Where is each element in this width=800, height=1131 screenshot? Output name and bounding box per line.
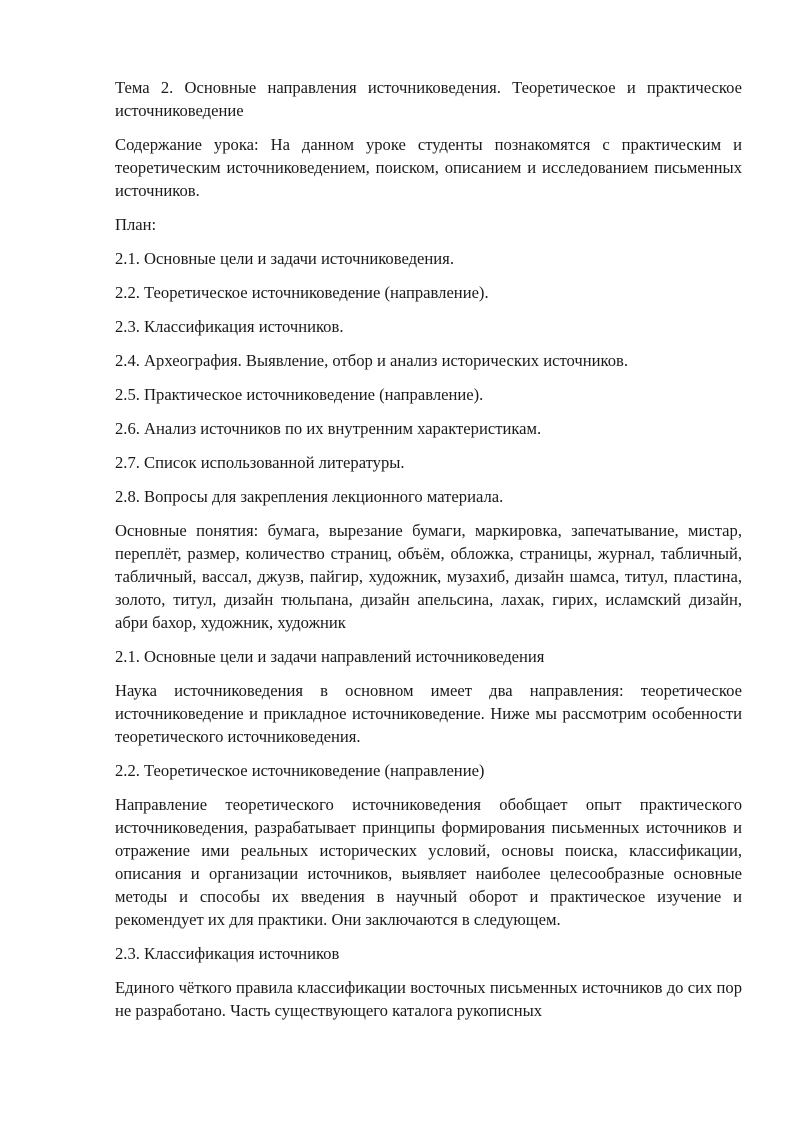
plan-item-2-6: 2.6. Анализ источников по их внутренним характеристикам.: [115, 419, 542, 438]
plan-item-2-8: 2.8. Вопросы для закрепления лекционного материала.: [115, 487, 504, 506]
section-2-1-paragraph: Наука источниковедения в основном имеет два направления: теоретическое источниковедение и прикладное источниковедение. Ниже мы рассмотрим особенности теоретического источниковедения.: [115, 681, 742, 746]
document-page: [115, 76, 742, 1022]
plan-heading: План:: [115, 215, 157, 234]
section-2-2-heading: 2.2. Теоретическое источниковедение (направление): [115, 761, 485, 780]
lesson-content-paragraph: Содержание урока: На данном уроке студенты познакомятся с практическим и теоретическим источниковедением, поиском, описанием и исследованием письменных источников.: [115, 135, 742, 200]
plan-item-2-7: 2.7. Список использованной литературы.: [115, 453, 405, 472]
section-2-1-heading: 2.1. Основные цели и задачи направлений источниковедения: [115, 647, 545, 666]
section-2-2-paragraph: Направление теоретического источниковедения обобщает опыт практического источниковедения, разрабатывает принципы формирования письменных источников и отражение ими реальных исторических условий, основы поиска, классификации, описания и организации источников, выявляет наиболее целесообразные основные методы и способы их введения в научный оборот и практическое изучение и рекомендует их для практики. Они заключаются в следующем.: [115, 795, 742, 929]
section-2-3-heading: 2.3. Классификация источников: [115, 944, 340, 963]
plan-item-2-5: 2.5. Практическое источниковедение (направление).: [115, 385, 484, 404]
plan-item-2-4: 2.4. Археография. Выявление, отбор и анализ исторических источников.: [115, 351, 628, 370]
key-concepts-paragraph: Основные понятия: бумага, вырезание бумаги, маркировка, запечатывание, мистар, переплёт, размер, количество страниц, объём, обложка, страницы, журнал, табличный, табличный, вассал, джузв, пайгир, художник, музахиб, дизайн шамса, титул, пластина, золото, титул, дизайн тюльпана, дизайн апельсина, лахак, гирих, исламский дизайн, абри бахор, художник, художник: [115, 521, 742, 632]
section-2-3-paragraph: Единого чёткого правила классификации восточных письменных источников до сих пор не разработано. Часть существующего каталога рукописных: [115, 978, 742, 1020]
plan-item-2-2: 2.2. Теоретическое источниковедение (направление).: [115, 283, 489, 302]
plan-item-2-3: 2.3. Классификация источников.: [115, 317, 344, 336]
document-title: Тема 2. Основные направления источниковедения. Теоретическое и практическое источниковедение: [115, 78, 742, 120]
plan-item-2-1: 2.1. Основные цели и задачи источниковедения.: [115, 249, 454, 268]
